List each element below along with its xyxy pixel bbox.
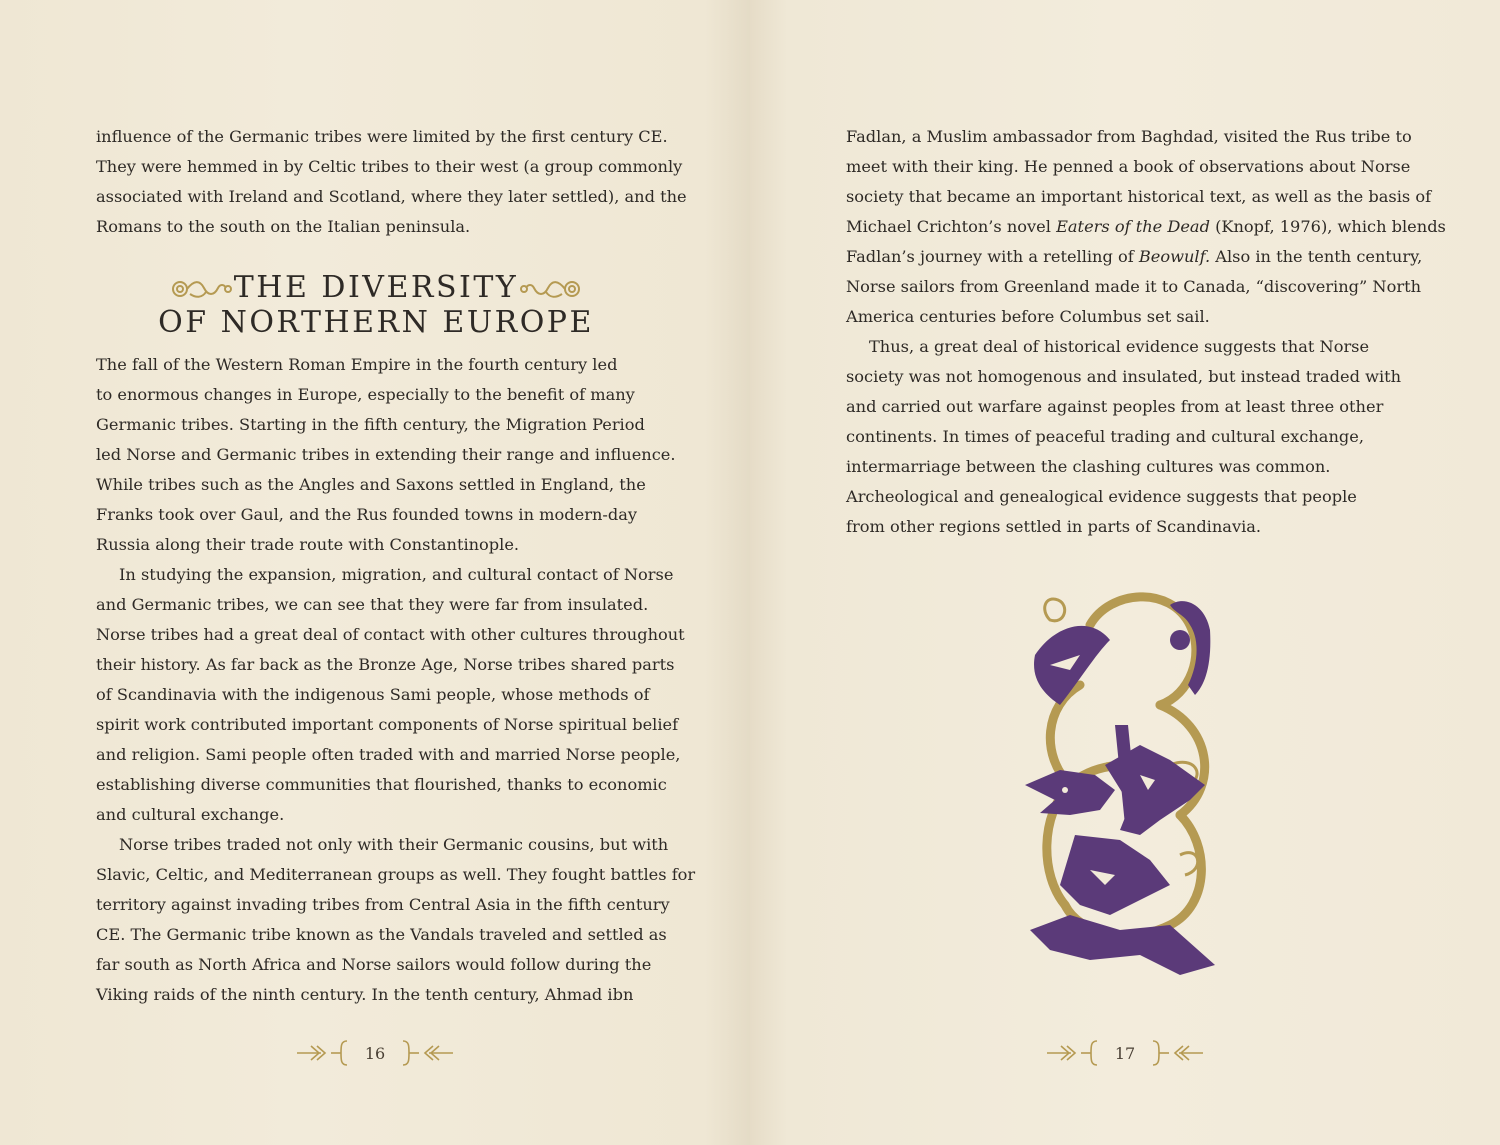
- left-paragraph-continuation: [96, 122, 687, 242]
- text-line: Germanic tribes. Starting in the fifth century, the Migration Period: [96, 415, 645, 434]
- text-run: (Knopf, 1976), which blends: [1209, 217, 1446, 236]
- text-line: Fadlan, a Muslim ambassador from Baghdad, visited the Rus tribe to: [846, 127, 1412, 146]
- text-line: to enormous changes in Europe, especially to the benefit of many: [96, 385, 635, 404]
- section-heading: [96, 270, 656, 340]
- page-number: 17: [1114, 1043, 1136, 1063]
- book-title-italic: Eaters of the Dead: [1056, 217, 1210, 236]
- text-line: and carried out warfare against peoples from at least three other: [846, 397, 1384, 416]
- text-line: While tribes such as the Angles and Saxons settled in England, the: [96, 475, 646, 494]
- heading-text-2: OF NORTHERN EUROPE: [158, 305, 594, 340]
- text-line: They were hemmed in by Celtic tribes to their west (a group commonly: [96, 157, 683, 176]
- text-line: from other regions settled in parts of Scandinavia.: [846, 517, 1262, 536]
- right-paragraph-2: [846, 332, 1421, 542]
- text-run: Michael Crichton’s novel: [846, 217, 1057, 236]
- book-title-italic: Beowulf.: [1138, 247, 1211, 266]
- text-line: territory against invading tribes from Central Asia in the fifth century: [96, 895, 670, 914]
- text-run: Also in the tenth century,: [1210, 247, 1423, 266]
- text-line: spirit work contributed important components of Norse spiritual belief: [96, 715, 679, 734]
- folio-ornament-right-icon: [1143, 1038, 1203, 1068]
- page-number: 16: [364, 1043, 386, 1063]
- right-body: [846, 122, 1446, 542]
- heading-text-1: THE DIVERSITY: [233, 270, 519, 305]
- text-line: Norse sailors from Greenland made it to Canada, “discovering” North: [846, 277, 1422, 296]
- text-line: Romans to the south on the Italian peninsula.: [96, 217, 471, 236]
- text-line: Norse tribes traded not only with their Germanic cousins, but with: [119, 835, 669, 854]
- text-line: continents. In times of peaceful trading and cultural exchange,: [846, 427, 1364, 446]
- text-line: establishing diverse communities that flourished, thanks to economic: [96, 775, 667, 794]
- scroll-ornament-left-icon: [170, 276, 234, 302]
- text-line: intermarriage between the clashing cultures was common.: [846, 457, 1331, 476]
- text-line: Viking raids of the ninth century. In the tenth century, Ahmad ibn: [96, 985, 634, 1004]
- text-line: and religion. Sami people often traded with and married Norse people,: [96, 745, 681, 764]
- text-line: their history. As far back as the Bronze Age, Norse tribes shared parts: [96, 655, 675, 674]
- text-line: Slavic, Celtic, and Mediterranean groups as well. They fought battles for: [96, 865, 696, 884]
- norse-knotwork-illustration-icon: [1020, 585, 1220, 985]
- text-line: society was not homogenous and insulated, but instead traded with: [846, 367, 1402, 386]
- text-line: influence of the Germanic tribes were limited by the first century CE.: [96, 127, 668, 146]
- folio-ornament-left-icon: [1047, 1038, 1107, 1068]
- text-line: Russia along their trade route with Constantinople.: [96, 535, 520, 554]
- text-line: The fall of the Western Roman Empire in the fourth century led: [96, 355, 618, 374]
- text-line: Norse tribes had a great deal of contact with other cultures throughout: [96, 625, 685, 644]
- text-line: of Scandinavia with the indigenous Sami people, whose methods of: [96, 685, 650, 704]
- text-line: America centuries before Columbus set sail.: [846, 307, 1210, 326]
- text-line: [846, 242, 1421, 272]
- heading-line-1: [96, 270, 656, 305]
- page-number-footer: [750, 1038, 1500, 1072]
- page-number-footer: [0, 1038, 750, 1072]
- text-line: Thus, a great deal of historical evidence suggests that Norse: [869, 337, 1370, 356]
- folio-ornament-right-icon: [393, 1038, 453, 1068]
- text-line: far south as North Africa and Norse sailors would follow during the: [96, 955, 652, 974]
- text-line: In studying the expansion, migration, and cultural contact of Norse: [119, 565, 674, 584]
- text-line: led Norse and Germanic tribes in extending their range and influence.: [96, 445, 676, 464]
- text-line: Franks took over Gaul, and the Rus founded towns in modern-day: [96, 505, 637, 524]
- left-body: [96, 350, 696, 1010]
- text-line: society that became an important historical text, as well as the basis of: [846, 187, 1432, 206]
- text-line: [846, 212, 1446, 242]
- folio-ornament-left-icon: [297, 1038, 357, 1068]
- text-line: associated with Ireland and Scotland, where they later settled), and the: [96, 187, 687, 206]
- text-line: CE. The Germanic tribe known as the Vandals traveled and settled as: [96, 925, 667, 944]
- text-line: meet with their king. He penned a book of observations about Norse: [846, 157, 1411, 176]
- scroll-ornament-right-icon: [518, 276, 582, 302]
- right-page: [750, 0, 1500, 1145]
- text-line: and Germanic tribes, we can see that they were far from insulated.: [96, 595, 649, 614]
- text-run: Fadlan’s journey with a retelling of: [846, 247, 1139, 266]
- text-line: and cultural exchange.: [96, 805, 285, 824]
- text-line: Archeological and genealogical evidence suggests that people: [846, 487, 1357, 506]
